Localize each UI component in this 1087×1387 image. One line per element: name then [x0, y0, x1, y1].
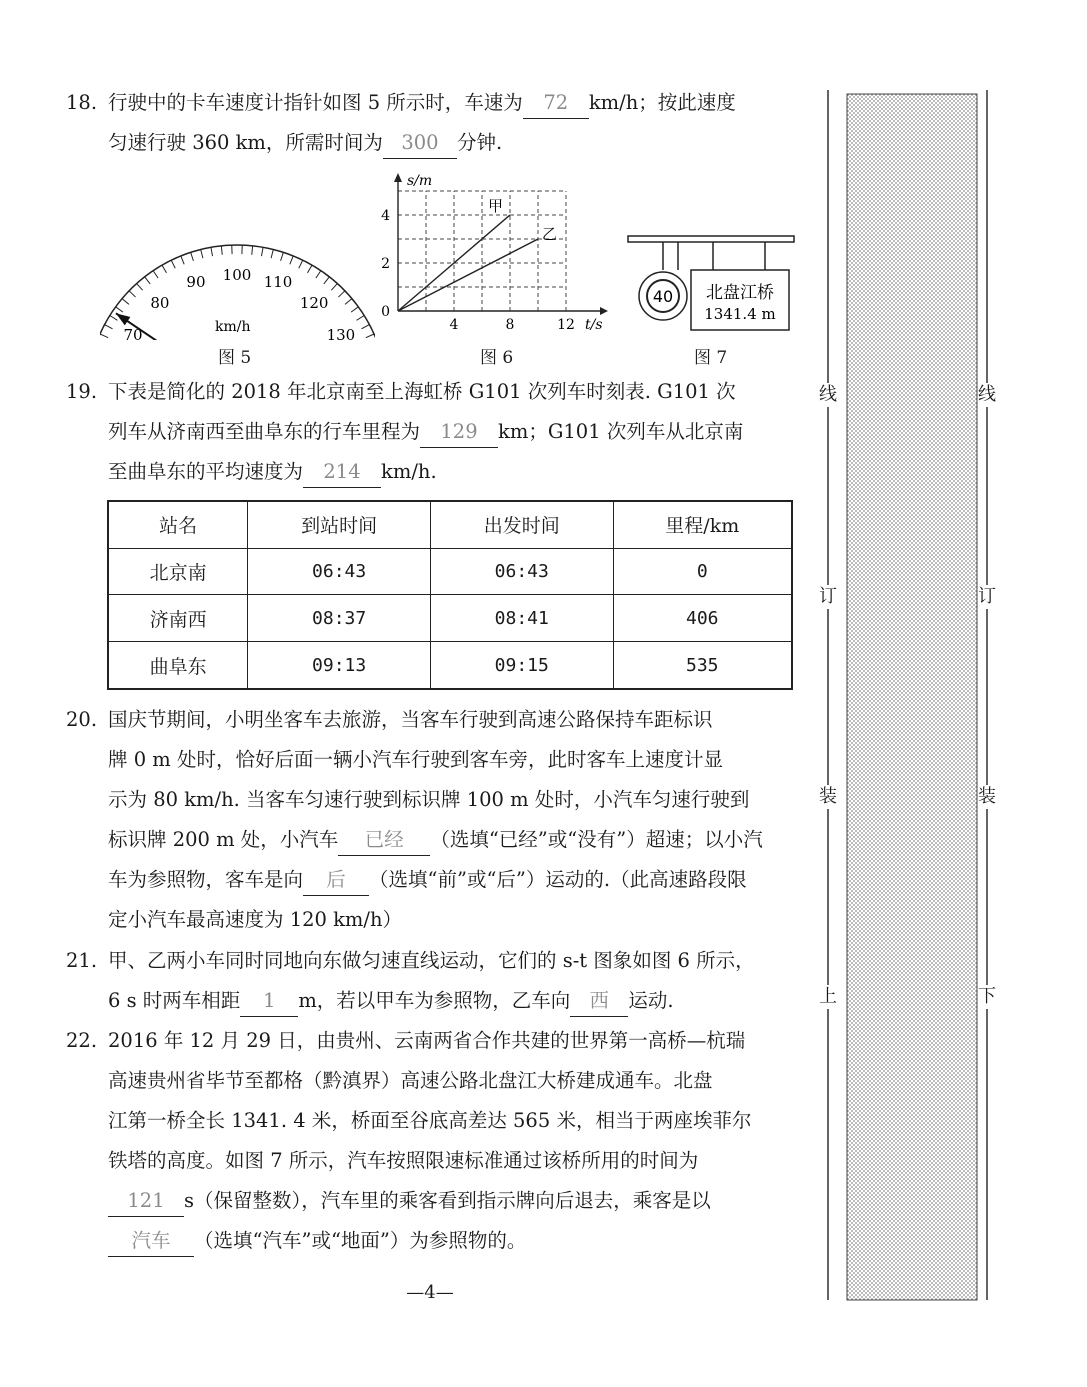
departure-time: 08:41 — [430, 595, 613, 642]
q22-text: 高速贵州省毕节至都格（黔滇界）高速公路北盘江大桥建成通车。北盘 — [108, 1069, 713, 1092]
q19-answer-speed: 214 — [303, 457, 381, 488]
q18-text: 分钟. — [456, 131, 503, 154]
question-18 — [66, 83, 801, 163]
distance: 0 — [613, 548, 792, 595]
dial-tick — [116, 307, 123, 312]
dial-tick — [110, 316, 118, 321]
speedometer-figure — [100, 230, 375, 340]
q20-text: 标识牌 200 m 处，小汽车 — [108, 828, 339, 851]
dial-tick — [162, 265, 167, 273]
dial-tick — [357, 316, 365, 321]
question-number: 21. — [66, 949, 98, 972]
table-header-row — [108, 501, 792, 548]
dial-tick — [324, 277, 330, 284]
table-row — [108, 595, 792, 642]
question-21 — [66, 941, 801, 1021]
table-header: 到站时间 — [248, 501, 431, 548]
y-axis-label: s/m — [407, 173, 433, 189]
station-name: 济南西 — [108, 595, 248, 642]
x-axis-arrow — [600, 307, 608, 315]
x-axis-label: t/s — [585, 317, 603, 333]
q18-text: 匀速行驶 360 km，所需时间为 — [108, 131, 383, 154]
q18-line1 — [66, 83, 801, 123]
dial-tick — [281, 252, 284, 261]
q18-answer-time: 300 — [383, 128, 457, 159]
dial-label: 120 — [299, 294, 329, 313]
question-number: 22. — [66, 1029, 98, 1052]
margin-label-right: 下 — [978, 986, 996, 1007]
q21-answer-gap: 1 — [240, 986, 298, 1017]
q22-text: 2016 年 12 月 29 日，由贵州、云南两省合作共建的世界第一高桥—杭瑞 — [108, 1029, 746, 1052]
dial-tick — [122, 299, 129, 305]
x-tick-label: 12 — [557, 317, 575, 333]
dial-tick — [211, 247, 213, 256]
dial-tick — [171, 260, 175, 268]
table-row — [108, 548, 792, 595]
q21-text: 甲、乙两小车同时同地向东做匀速直线运动，它们的 s-t 图象如图 6 所示， — [108, 949, 755, 972]
dial-label: 100 — [222, 266, 252, 284]
q20-text: 国庆节期间，小明坐客车去旅游，当客车行驶到高速公路保持车距标识 — [108, 708, 713, 731]
x-tick-label: 4 — [449, 317, 459, 333]
arrival-time: 06:43 — [248, 548, 431, 595]
q18-text: 行驶中的卡车速度计指针如图 5 所示时，车速为 — [108, 91, 523, 114]
dial-tick — [261, 247, 263, 256]
bridge-length: 1341.4 m — [704, 305, 776, 323]
speed-limit-value: 40 — [652, 287, 674, 306]
departure-time: 06:43 — [430, 548, 613, 595]
q21-answer-direction: 西 — [570, 986, 628, 1017]
dial-tick — [181, 256, 184, 264]
figure-5-caption: 图 5 — [218, 348, 252, 368]
figure-6-caption: 图 6 — [480, 348, 514, 368]
binding-margin — [815, 90, 1005, 1305]
q18-line2 — [66, 123, 801, 163]
arrival-time: 08:37 — [248, 595, 431, 642]
q21-text: 6 s 时两车相距 — [108, 989, 241, 1012]
q21-text: m，若以甲车为参照物，乙车向 — [298, 989, 571, 1012]
dial-tick — [137, 284, 143, 291]
distance: 406 — [613, 595, 792, 642]
dial-tick — [201, 249, 203, 258]
margin-label-left: 订 — [819, 586, 837, 607]
dial-tick — [129, 291, 135, 297]
q22-text: s（保留整数），汽车里的乘客看到指示牌向后退去，乘客是以 — [184, 1189, 711, 1212]
question-20 — [66, 700, 801, 940]
st-graph-series — [398, 197, 557, 311]
q19-text: km；G101 次列车从北京南 — [498, 420, 744, 443]
page-number: —4— — [406, 1282, 454, 1303]
q20-text: （选填“前”或“后”）运动的.（此高速路段限 — [369, 868, 747, 891]
dial-tick — [316, 271, 321, 278]
table-header: 里程/km — [613, 501, 792, 548]
table-header: 出发时间 — [430, 501, 613, 548]
dial-tick — [191, 252, 194, 261]
binding-hatch-area — [847, 94, 977, 1300]
q18-answer-speed: 72 — [523, 88, 589, 119]
needle-head — [116, 313, 130, 325]
dial-label: 110 — [263, 273, 293, 292]
y-tick-label: 4 — [381, 208, 390, 224]
bridge-name: 北盘江桥 — [706, 283, 774, 303]
figure-7-caption: 图 7 — [694, 348, 728, 368]
q20-text: 牌 0 m 处时，恰好后面一辆小汽车行驶到客车旁，此时客车上速度计显 — [108, 748, 723, 771]
q21-text: 运动. — [628, 989, 674, 1012]
question-22 — [66, 1021, 801, 1261]
q22-text: 铁塔的高度。如图 7 所示，汽车按照限速标准通过该桥所用的时间为 — [108, 1149, 699, 1172]
q20-text: 示为 80 km/h. 当客车匀速行驶到标识牌 100 m 处时，小汽车匀速行驶到 — [108, 788, 750, 811]
dial-tick — [331, 284, 337, 291]
sign-gantry-beam — [628, 236, 794, 242]
bridge-sign-figure — [625, 232, 800, 337]
departure-time: 09:15 — [430, 642, 613, 689]
q19-text: 列车从济南西至曲阜东的行车里程为 — [108, 420, 421, 443]
dial-label: 90 — [186, 273, 206, 292]
dial-tick — [290, 256, 293, 264]
dial-tick — [351, 307, 358, 312]
st-graph-grid — [398, 191, 566, 311]
q20-answer-speeding: 已经 — [338, 825, 430, 856]
q20-answer-direction: 后 — [303, 865, 369, 896]
question-number: 18. — [66, 91, 98, 114]
table-header: 站名 — [108, 501, 248, 548]
series-label: 甲 — [488, 197, 504, 215]
q19-text: 下表是简化的 2018 年北京南至上海虹桥 G101 次列车时刻表. G101 次 — [108, 380, 736, 403]
margin-label-left: 线 — [819, 384, 837, 405]
margin-label-left: 上 — [819, 986, 837, 1007]
y-tick-label: 0 — [381, 304, 390, 320]
dial-tick — [105, 325, 113, 329]
dial-tick — [308, 265, 313, 273]
series-label: 乙 — [542, 225, 558, 243]
q19-answer-distance: 129 — [420, 417, 498, 448]
q20-text: 车为参照物，客车是向 — [108, 868, 304, 891]
dial-tick — [145, 277, 151, 284]
y-axis-arrow — [394, 173, 402, 182]
q22-text: 江第一桥全长 1341. 4 米，桥面至谷底高差达 565 米，相当于两座埃菲尔 — [108, 1109, 752, 1132]
dial-label: 130 — [326, 326, 356, 340]
q22-answer-reference: 汽车 — [108, 1226, 194, 1257]
dial-tick — [299, 260, 303, 268]
table-row — [108, 642, 792, 689]
dial-tick — [345, 299, 352, 305]
distance: 535 — [613, 642, 792, 689]
y-tick-label: 2 — [381, 256, 390, 272]
dial-tick — [361, 325, 369, 329]
q22-answer-time: 121 — [108, 1186, 184, 1217]
margin-label-right: 订 — [978, 586, 996, 607]
train-timetable — [107, 500, 793, 690]
q20-text: （选填“已经”或“没有”）超速；以小汽 — [430, 828, 763, 851]
q18-text: km/h；按此速度 — [588, 91, 736, 114]
x-tick-label: 8 — [505, 317, 515, 333]
speedometer-unit: km/h — [215, 319, 251, 335]
q19-text: 至曲阜东的平均速度为 — [108, 460, 304, 483]
dial-tick — [221, 246, 222, 255]
question-number: 20. — [66, 708, 98, 731]
margin-label-right: 装 — [978, 786, 996, 807]
dial-tick — [252, 246, 253, 255]
dial-tick — [153, 271, 158, 278]
dial-tick — [271, 249, 273, 258]
q19-text: km/h. — [381, 460, 437, 483]
series-line — [398, 239, 538, 311]
dial-label: 80 — [150, 294, 170, 313]
dial-tick — [100, 334, 108, 338]
st-graph-figure — [375, 168, 610, 336]
station-name: 北京南 — [108, 548, 248, 595]
margin-label-right: 线 — [978, 384, 996, 405]
arrival-time: 09:13 — [248, 642, 431, 689]
dial-tick — [338, 291, 344, 297]
station-name: 曲阜东 — [108, 642, 248, 689]
question-19 — [66, 372, 801, 492]
dial-tick — [366, 334, 374, 338]
question-number: 19. — [66, 380, 98, 403]
q22-text: （选填“汽车”或“地面”）为参照物的。 — [194, 1229, 527, 1252]
q20-text: 定小汽车最高速度为 120 km/h） — [108, 908, 403, 931]
margin-label-left: 装 — [819, 786, 837, 807]
dial-label: 70 — [123, 326, 143, 340]
